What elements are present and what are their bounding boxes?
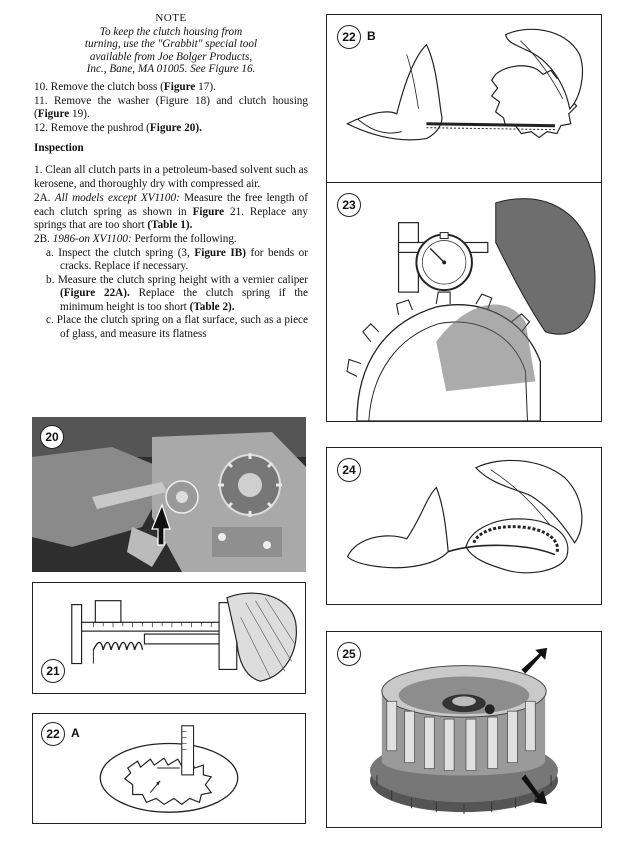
inspection-step-2a bbox=[34, 192, 308, 233]
step-2a-models: All models except XV1100: bbox=[54, 192, 180, 205]
note-line: To keep the clutch housing from bbox=[99, 25, 243, 38]
figure-24-number: 24 bbox=[337, 458, 361, 482]
figure-22b-number: 22 bbox=[337, 25, 361, 49]
inspection-step-2b bbox=[34, 233, 308, 247]
step-2a-label: 2A. bbox=[34, 192, 55, 205]
sub-a-figref: Figure IB) bbox=[194, 246, 246, 259]
engine-photo-illustration bbox=[32, 417, 306, 572]
inspection-step-2b-b bbox=[34, 274, 308, 315]
sub-b-end: Replace the clutch spring if the minimum height is too short bbox=[60, 287, 308, 313]
figure-23-number: 23 bbox=[337, 193, 361, 217]
figure-22b-letter: B bbox=[367, 29, 376, 43]
step-12-text: 12. Remove the pushrod ( bbox=[34, 121, 150, 134]
figure-23 bbox=[326, 182, 602, 422]
step-12-end: ). bbox=[195, 121, 202, 134]
step-2b-text: Perform the following. bbox=[131, 232, 237, 245]
sub-b-figref: (Figure 22A). bbox=[60, 287, 130, 300]
step-2a-figref: Figure bbox=[192, 205, 225, 218]
figure-22a-number: 22 bbox=[41, 722, 65, 746]
note-line: available from Joe Bolger Products, bbox=[89, 50, 253, 63]
plate-inspection-illustration bbox=[327, 448, 601, 604]
step-10-figref: Figure bbox=[163, 80, 196, 93]
figure-22a-letter: A bbox=[71, 726, 80, 740]
inspection-step-2b-a bbox=[34, 247, 308, 274]
sub-a-text: a. Inspect the clutch spring (3, bbox=[46, 246, 195, 259]
note-line: Inc., Bane, MA 01005. See Figure 16. bbox=[86, 63, 256, 76]
step-2b-label: 2B. bbox=[34, 232, 53, 245]
step-2a-mid: 21. Replace any springs that are too short bbox=[34, 205, 308, 232]
sub-b-table: (Table 2). bbox=[189, 300, 235, 313]
step-12-figref: Figure 20 bbox=[149, 121, 196, 134]
step-11-figref: Figure bbox=[37, 108, 70, 121]
step-10-text: 10. Remove the clutch boss ( bbox=[34, 80, 164, 93]
figure-22b bbox=[326, 14, 602, 187]
step-11-end: 19). bbox=[69, 108, 90, 121]
step-12 bbox=[34, 122, 308, 136]
sub-b-text: b. Measure the clutch spring height with a vernier caliper bbox=[46, 273, 308, 286]
figure-25-number: 25 bbox=[337, 642, 361, 666]
figure-20-photo bbox=[32, 417, 306, 572]
note-title: NOTE bbox=[155, 12, 187, 24]
figure-25 bbox=[326, 631, 602, 828]
caliper-illustration bbox=[33, 583, 305, 693]
figure-24 bbox=[326, 447, 602, 605]
clutch-housing-illustration bbox=[327, 632, 601, 827]
inspection-heading: Inspection bbox=[34, 142, 84, 155]
note-line: turning, use the "Grabbit" special tool bbox=[84, 38, 258, 51]
figure-21-number: 21 bbox=[41, 659, 65, 683]
step-2b-models: 1986-on XV1100: bbox=[52, 232, 132, 245]
step-2a-text: Measure the free length of each clutch spring as shown in bbox=[34, 192, 308, 218]
step-11 bbox=[34, 95, 308, 122]
step-11-text: 11. Remove the washer (Figure 18) and clutch housing ( bbox=[34, 94, 308, 121]
step-10-end: 17). bbox=[195, 80, 216, 93]
figure-21 bbox=[32, 582, 306, 694]
step-2a-table: (Table 1). bbox=[147, 219, 193, 232]
inspection-step-2b-c: c. Place the clutch spring on a flat surface, such as a piece of glass, and measure its flatness bbox=[46, 314, 308, 341]
note-box bbox=[34, 12, 308, 76]
dial-gauge-illustration bbox=[327, 183, 601, 421]
step-10 bbox=[34, 81, 308, 95]
inspection-step-1: 1. Clean all clutch parts in a petroleum-based solvent such as kerosene, and thoroughly dry with compressed air. bbox=[34, 163, 308, 190]
sub-a-end: for bends or cracks. Replace if necessary. bbox=[60, 246, 309, 273]
figure-20-number: 20 bbox=[40, 425, 64, 449]
note-body bbox=[34, 26, 308, 76]
text-column bbox=[34, 12, 308, 342]
figure-22a bbox=[32, 713, 306, 824]
